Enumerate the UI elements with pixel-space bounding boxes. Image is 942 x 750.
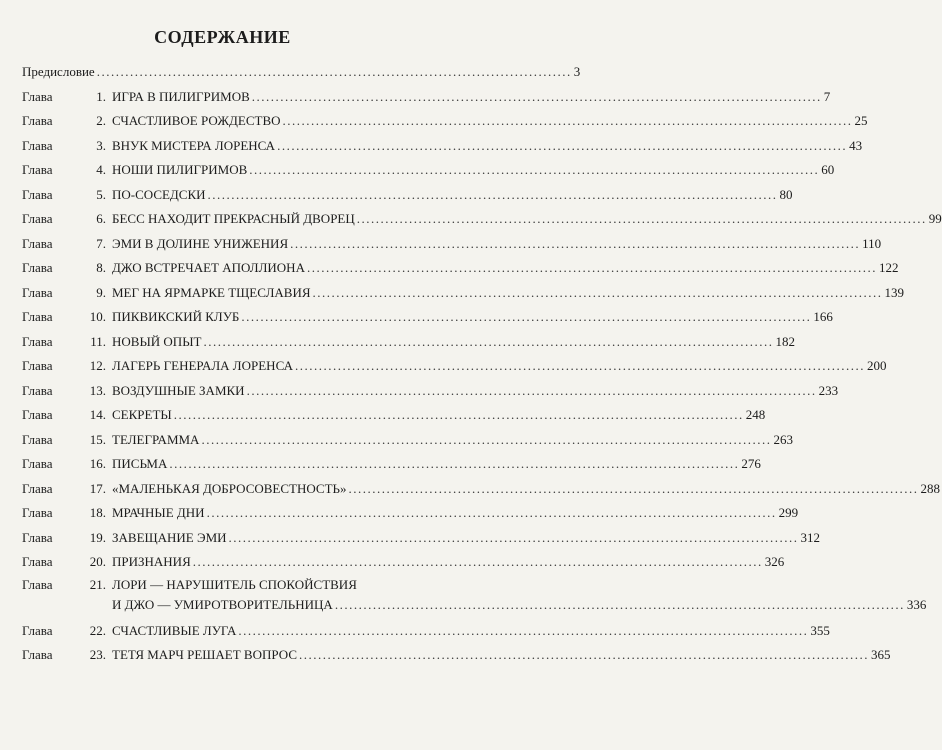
chapter-title: ТЕТЯ МАРЧ РЕШАЕТ ВОПРОС [112,647,297,662]
toc-entry [22,575,927,619]
chapter-number: 15. [89,431,106,447]
chapter-title: ЛОРИ — НАРУШИТЕЛЬ СПОКОЙСТВИЯ [112,576,357,592]
chapter-number: 21. [89,576,106,592]
chapter-label: Глава [22,235,53,251]
chapter-page: 110 [862,235,882,251]
chapter-title: НОШИ ПИЛИГРИМОВ [112,162,248,177]
dot-leader: ........................................................................................................................ [312,284,883,300]
toc-entry [22,134,863,159]
chapter-label: Глава [22,358,53,373]
toc-entry [22,379,839,404]
chapter-label: Глава [22,407,53,422]
chapter-page: 248 [745,407,766,422]
chapter-page: 25 [854,113,868,128]
chapter-label: Глава [22,529,53,545]
chapter-number: 4. [96,162,106,177]
toc-entry [22,403,766,428]
chapter-title: СЧАСТЛИВОЕ РОЖДЕСТВО [112,113,281,128]
toc-entry [22,232,882,257]
toc-entry [22,207,942,232]
chapter-number: 8. [96,260,106,275]
chapter-number: 13. [89,382,106,398]
dot-leader: .................................................................................................... [96,64,572,79]
chapter-page: 139 [884,284,905,300]
chapter-number: 5. [96,186,106,202]
chapter-number: 22. [89,622,106,638]
chapter-title: ЛАГЕРЬ ГЕНЕРАЛА ЛОРЕНСА [112,358,293,373]
chapter-label: Глава [22,480,53,496]
chapter-number: 1. [96,88,106,104]
chapter-title: МРАЧНЫЕ ДНИ [112,505,205,520]
dot-leader: ........................................................................................................................ [206,505,777,520]
chapter-number: 6. [96,211,106,226]
toc-entry [22,85,831,110]
chapter-page: 182 [775,333,795,349]
dot-leader: ........................................................................................................................ [348,480,919,496]
chapter-page: 276 [741,456,761,471]
chapter-page: 200 [866,358,887,373]
dot-leader: ........................................................................................................................ [203,333,774,349]
chapter-label: Глава [22,431,53,447]
chapter-page: 99 [928,211,942,226]
toc-entry [22,643,891,668]
chapter-title: ТЕЛЕГРАММА [112,431,200,447]
chapter-label: Глава [22,260,53,275]
chapter-label: Глава [22,88,53,104]
dot-leader: ........................................................................................................................ [238,622,809,638]
page-title: СОДЕРЖАНИЕ [154,27,291,47]
chapter-label: Глава [22,284,53,300]
chapter-label: Глава [22,505,53,520]
dot-leader: ........................................................................................................................ [249,162,820,177]
toc-entry [22,183,793,208]
chapter-title: НОВЫЙ ОПЫТ [112,333,202,349]
dot-leader: ........................................................................................................................ [228,529,799,545]
chapter-title: «МАЛЕНЬКАЯ ДОБРОСОВЕСТНОСТЬ» [112,480,347,496]
chapter-page: 122 [878,260,899,275]
chapter-page: 365 [870,647,891,662]
dot-leader: ........................................................................................................................ [241,309,812,324]
chapter-number: 23. [89,647,106,662]
chapter-page: 263 [773,431,793,447]
toc-entry [22,526,821,551]
chapter-number: 16. [89,456,106,471]
chapter-label: Глава [22,554,53,569]
chapter-number: 14. [89,407,106,422]
chapter-page: 336 [906,596,927,612]
chapter-page: 312 [800,529,821,545]
chapter-label: Глава [22,113,53,128]
chapter-title: ЗАВЕЩАНИЕ ЭМИ [112,529,227,545]
dot-leader: ........................................................................................................................ [246,382,817,398]
dot-leader: ........................................................................................................................ [306,260,877,275]
dot-leader: ........................................................................................................................ [334,596,905,612]
chapter-number: 9. [96,284,106,300]
preface-label: Предисловие [22,64,95,79]
chapter-label: Глава [22,456,53,471]
chapter-number: 12. [89,358,106,373]
toc-entry [22,256,899,281]
chapter-title: СЧАСТЛИВЫЕ ЛУГА [112,622,237,638]
chapter-page: 43 [849,137,863,153]
dot-leader: ........................................................................................................................ [251,88,822,104]
chapter-title: ПРИЗНАНИЯ [112,554,191,569]
chapter-number: 7. [96,235,106,251]
toc-entry [22,330,795,355]
toc-entry [22,305,833,330]
chapter-label: Глава [22,622,53,638]
chapter-title: ПО-СОСЕДСКИ [112,186,206,202]
chapter-label: Глава [22,309,53,324]
toc-entry [22,354,887,379]
chapter-title: ПИКВИКСКИЙ КЛУБ [112,309,240,324]
chapter-title: ИГРА В ПИЛИГРИМОВ [112,88,250,104]
dot-leader: ........................................................................................................................ [356,211,927,226]
chapter-label: Глава [22,137,53,153]
toc-entry-preface [22,60,581,85]
chapter-number: 11. [90,333,106,349]
chapter-page: 80 [779,186,793,202]
toc-entry [22,501,799,526]
chapter-title: БЕСС НАХОДИТ ПРЕКРАСНЫЙ ДВОРЕЦ [112,211,355,226]
toc-entry [22,550,785,575]
chapter-label: Глава [22,333,53,349]
chapter-label: Глава [22,211,53,226]
chapter-title: ПИСЬМА [112,456,168,471]
chapter-page: 355 [810,622,830,638]
chapter-title: СЕКРЕТЫ [112,407,172,422]
toc-entry [22,477,940,502]
chapter-title: ВНУК МИСТЕРА ЛОРЕНСА [112,137,276,153]
dot-leader: ........................................................................................................................ [298,647,869,662]
chapter-page: 288 [920,480,940,496]
chapter-label: Глава [22,162,53,177]
chapter-number: 18. [89,505,106,520]
chapter-title: МЕГ НА ЯРМАРКЕ ТЩЕСЛАВИЯ [112,284,311,300]
chapter-number: 19. [89,529,106,545]
table-of-contents [22,60,942,668]
chapter-number: 20. [89,554,106,569]
chapter-page: 299 [778,505,799,520]
chapter-label: Глава [22,186,53,202]
chapter-number: 2. [96,113,106,128]
dot-leader: ........................................................................................................................ [201,431,772,447]
toc-entry [22,281,905,306]
chapter-number: 10. [89,309,106,324]
toc-entry [22,428,793,453]
dot-leader: ........................................................................................................................ [169,456,740,471]
dot-leader: ........................................................................................................................ [277,137,848,153]
chapter-page: 7 [823,88,831,104]
chapter-number: 17. [89,480,106,496]
chapter-page: 233 [818,382,839,398]
toc-entry [22,619,830,644]
toc-entry [22,109,868,134]
chapter-page: 166 [813,309,833,324]
chapter-title: ВОЗДУШНЫЕ ЗАМКИ [112,382,245,398]
chapter-page: 326 [764,554,785,569]
chapter-label: Глава [22,382,53,398]
chapter-title: ЭМИ В ДОЛИНЕ УНИЖЕНИЯ [112,235,289,251]
dot-leader: ........................................................................................................................ [294,358,865,373]
toc-entry [22,452,761,477]
chapter-title-continued: И ДЖО — УМИРОТВОРИТЕЛЬНИЦА [112,596,333,612]
chapter-page: 60 [821,162,835,177]
dot-leader: ........................................................................................................................ [173,407,744,422]
chapter-label: Глава [22,576,53,592]
chapter-number: 3. [96,137,106,153]
chapter-title: ДЖО ВСТРЕЧАЕТ АПОЛЛИОНА [112,260,305,275]
dot-leader: ........................................................................................................................ [207,186,778,202]
toc-entry [22,158,835,183]
chapter-label: Глава [22,647,53,662]
dot-leader: ........................................................................................................................ [290,235,861,251]
dot-leader: ........................................................................................................................ [282,113,853,128]
dot-leader: ........................................................................................................................ [192,554,763,569]
preface-page: 3 [573,64,581,79]
